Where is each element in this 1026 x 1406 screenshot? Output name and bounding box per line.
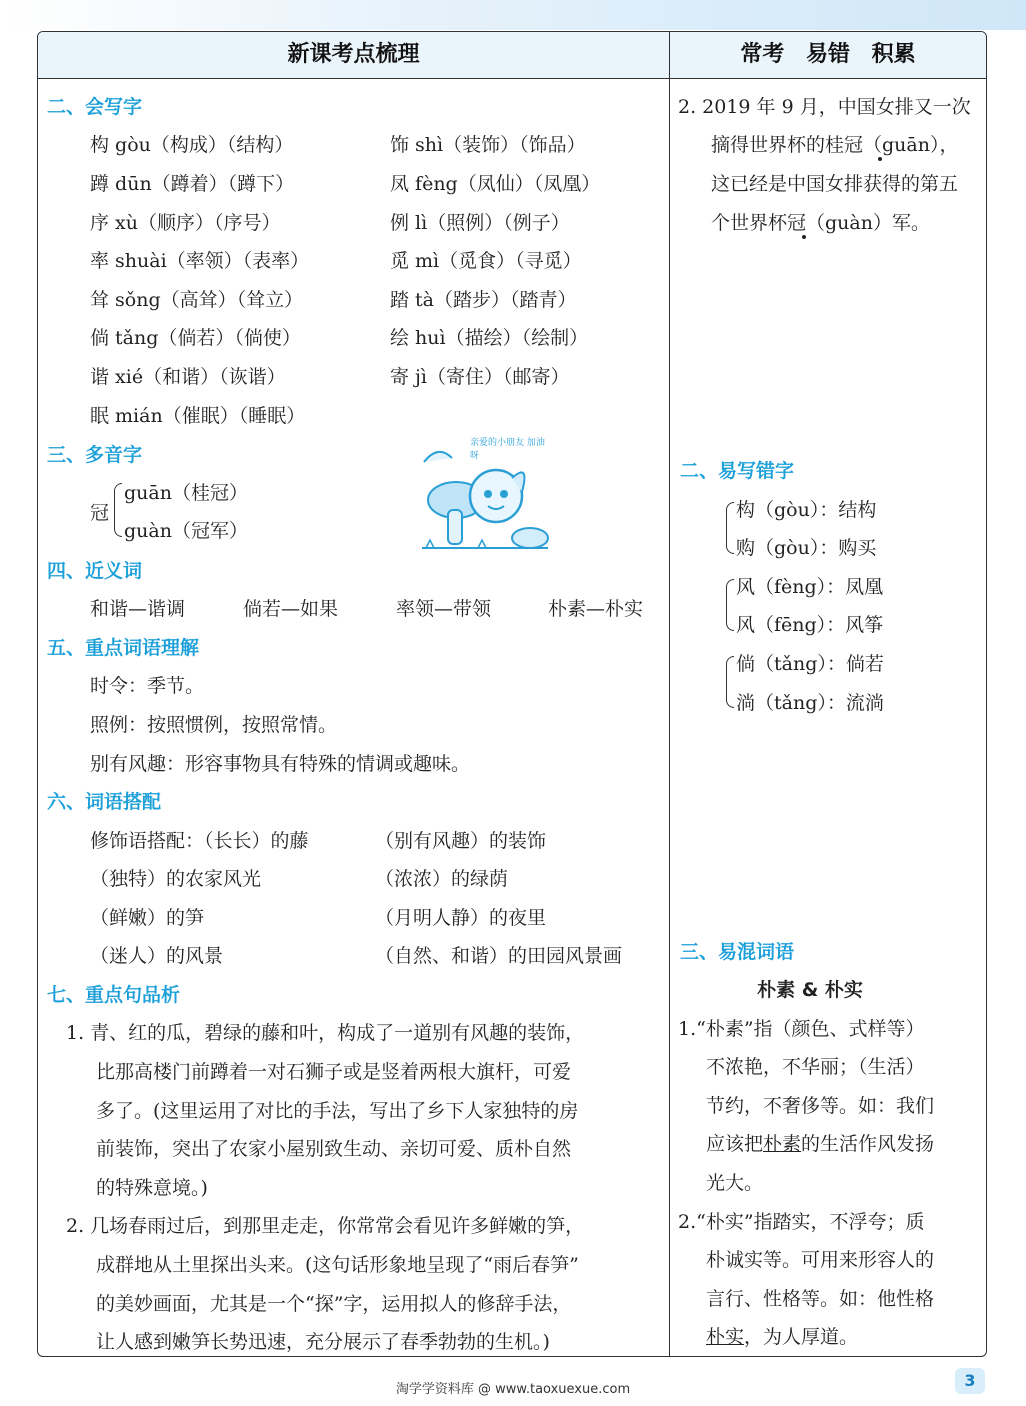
miswritten-item: 购（gòu）：购买 (736, 537, 877, 559)
group-brace (726, 502, 734, 554)
miswritten-item: 倘（tǎng）：倘若 (736, 653, 884, 675)
note-line: 摘得世界杯的桂冠（guān）， (711, 134, 959, 156)
section-title-write-chars: 二、会写字 (47, 96, 143, 118)
sentence-2-line: 让人感到嫩笋长势迅速，充分展示了春季勃勃的生机。) (96, 1331, 550, 1353)
right-column-title: 常考 易错 积累 (740, 42, 916, 67)
confusable-1-line: 不浓艳，不华丽；（生活） (706, 1056, 925, 1078)
write-char-item: 构 gòu（构成）（结构） (90, 134, 294, 156)
confusable-1-line: 节约，不奢侈等。如：我们 (706, 1095, 935, 1117)
write-char-item: 谐 xié（和谐）（诙谐） (90, 366, 286, 388)
miswritten-item: 风（fèng）：凤凰 (736, 576, 884, 598)
confusable-1-line: 1.“朴素”指（颜色、式样等） (678, 1018, 925, 1040)
confusable-1-line: 应该把朴素的生活作风发扬 (706, 1133, 935, 1155)
sentence-1-line: 的特殊意境。) (96, 1177, 208, 1199)
group-brace (726, 579, 734, 631)
collocation-item: （迷人）的风景 (90, 945, 224, 967)
miswritten-item: 构（gòu）：结构 (736, 499, 877, 521)
confusable-2-line: 2.“朴实”指踏实，不浮夸；质 (678, 1211, 925, 1233)
miswritten-item: 淌（tǎng）：流淌 (736, 692, 884, 714)
emphasis-dot (878, 157, 882, 161)
word-meaning: 别有风趣：形容事物具有特殊的情调或趣味。 (90, 753, 471, 775)
section-title-miswritten-chars: 二、易写错字 (680, 460, 795, 482)
left-column-title: 新课考点梳理 (287, 42, 420, 67)
write-char-item: 寄 jì（寄住）（邮寄） (390, 366, 570, 388)
collocation-item: （鲜嫩）的笋 (90, 907, 205, 929)
note-line: 2. 2019 年 9 月，中国女排又一次 (678, 96, 971, 118)
synonym-pair: 倘若—如果 (243, 598, 339, 620)
table-header (38, 32, 986, 79)
confusable-1-line: 光大。 (706, 1172, 764, 1194)
column-divider (669, 32, 670, 1356)
word-meaning: 时令：季节。 (90, 675, 205, 697)
synonym-pair: 和谐—谐调 (90, 598, 186, 620)
write-char-item: 凤 fèng（凤仙）（凤凰） (390, 173, 601, 195)
synonym-pair: 率领—带领 (396, 598, 492, 620)
confusable-2-line: 言行、性格等。如：他性格 (706, 1288, 935, 1310)
write-char-item: 倘 tǎng（倘若）（倘使） (90, 327, 301, 349)
sentence-1-line: 多了。(这里运用了对比的手法，写出了乡下人家独特的房 (96, 1100, 579, 1122)
sentence-1-line: 1. 青、红的瓜，碧绿的藤和叶，构成了一道别有风趣的装饰， (66, 1022, 585, 1044)
note-line: 这已经是中国女排获得的第五 (711, 173, 959, 195)
sentence-2-line: 成群地从土里探出头来。(这句话形象地呈现了“雨后春笋” (96, 1254, 579, 1276)
collocation-item: （别有风趣）的装饰 (375, 830, 547, 852)
sentence-2-line: 2. 几场春雨过后，到那里走走，你常常会看见许多鲜嫩的笋， (66, 1215, 585, 1237)
polyphone-brace (114, 483, 122, 537)
sentence-2-line: 的美妙画面，尤其是一个“探”字，运用拟人的修辞手法， (96, 1293, 572, 1315)
write-char-item: 绘 huì（描绘）（绘制） (390, 327, 589, 349)
mascot-caption: 亲爱的小朋友 加油呀 (470, 438, 545, 461)
section-title-sentence-analysis: 七、重点句品析 (47, 984, 181, 1006)
polyphone-char: 冠 (90, 502, 110, 524)
sentence-1-line: 比那高楼门前蹲着一对石狮子或是竖着两根大旗杆，可爱 (96, 1061, 572, 1083)
collocation-item: （浓浓）的绿荫 (375, 868, 509, 890)
collocation-item: 修饰语搭配：（长长）的藤 (90, 830, 309, 852)
write-char-item: 眠 mián（催眠）（睡眠） (90, 405, 306, 427)
group-brace (726, 656, 734, 708)
miswritten-item: 风（fēng）：风筝 (736, 614, 884, 636)
collocation-item: （月明人静）的夜里 (375, 907, 547, 929)
section-title-confusable-words: 三、易混词语 (680, 941, 795, 963)
section-title-polyphone: 三、多音字 (47, 444, 143, 466)
synonym-pair: 朴素—朴实 (548, 598, 644, 620)
section-title-synonyms: 四、近义词 (47, 560, 143, 582)
collocation-item: （自然、和谐）的田园风景画 (375, 945, 623, 967)
note-line: 个世界杯冠（guàn）军。 (711, 212, 930, 234)
write-char-item: 序 xù（顺序）（序号） (90, 212, 281, 234)
write-char-item: 耸 sǒng（高耸）（耸立） (90, 289, 304, 311)
confusable-2-line: 朴实，为人厚道。 (706, 1326, 859, 1348)
word-meaning: 照例：按照惯例，按照常情。 (90, 714, 338, 736)
collocation-item: （独特）的农家风光 (90, 868, 262, 890)
confusable-2-line: 朴诚实等。可用来形容人的 (706, 1249, 935, 1271)
write-char-item: 饰 shì（装饰）（饰品） (390, 134, 586, 156)
confusable-subtitle: 朴素 & 朴实 (757, 979, 863, 1001)
section-title-collocations: 六、词语搭配 (47, 791, 162, 813)
polyphone-reading: guān（桂冠） (124, 482, 248, 504)
write-char-item: 率 shuài（率领）（表率） (90, 250, 310, 272)
top-decorative-band (0, 0, 1026, 30)
write-char-item: 蹲 dūn（蹲着）（蹲下） (90, 173, 295, 195)
emphasis-dot (802, 235, 806, 239)
section-title-key-words: 五、重点词语理解 (47, 637, 200, 659)
write-char-item: 踏 tà（踏步）（踏青） (390, 289, 577, 311)
polyphone-reading: guàn（冠军） (124, 520, 248, 542)
footer-source: 淘学学资料库 @ www.taoxuexue.com (395, 1382, 631, 1397)
sentence-1-line: 前装饰，突出了农家小屋别致生动、亲切可爱、质朴自然 (96, 1138, 572, 1160)
write-char-item: 觅 mì（觅食）（寻觅） (390, 250, 582, 272)
write-char-item: 例 lì（照例）（例子） (390, 212, 570, 234)
page-number: 3 (955, 1368, 985, 1394)
